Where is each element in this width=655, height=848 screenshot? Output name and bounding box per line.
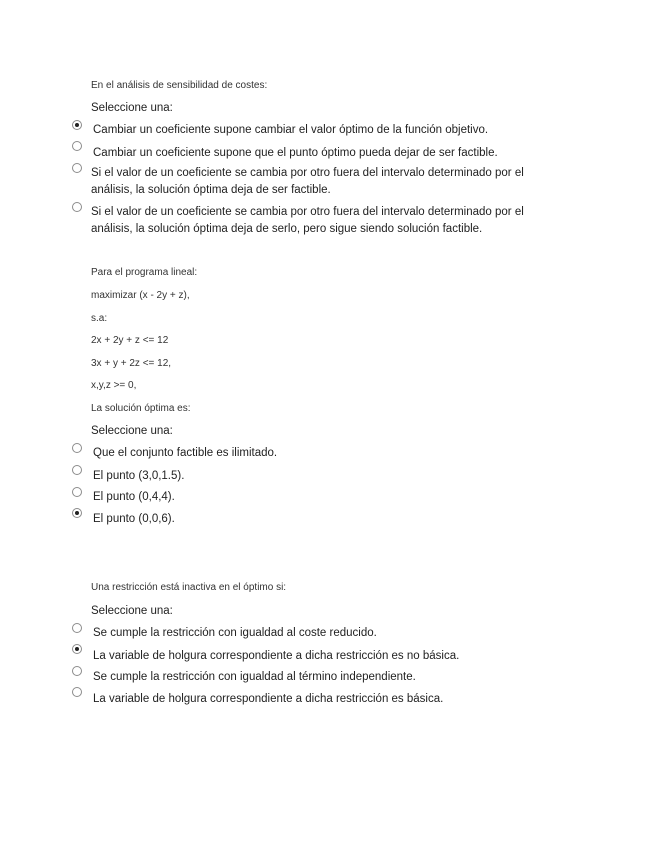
question-1-option-2-radio[interactable]: [72, 141, 82, 151]
question-1-prompt: Seleccione una:: [91, 102, 173, 114]
question-1-option-3-radio[interactable]: [72, 163, 82, 173]
question-1-option-1-label[interactable]: Cambiar un coeficiente supone cambiar el valor óptimo de la función objetivo.: [93, 124, 489, 136]
question-2-option-1-label[interactable]: Que el conjunto factible es ilimitado.: [93, 447, 278, 459]
question-2-option-4-radio[interactable]: [72, 508, 82, 518]
question-3-option-2-label[interactable]: La variable de holgura correspondiente a dicha restricción es no básica.: [93, 650, 460, 662]
question-3-prompt: Seleccione una:: [91, 605, 173, 617]
question-3-title: Una restricción está inactiva en el óptimo si:: [91, 582, 287, 593]
question-1-option-1-radio[interactable]: [72, 120, 82, 130]
question-2-statement-line: 3x + y + 2z <= 12,: [91, 358, 172, 369]
question-2-title: Para el programa lineal:: [91, 267, 198, 278]
question-2-option-4-label[interactable]: El punto (0,0,6).: [93, 513, 175, 525]
question-2-option-3-label[interactable]: El punto (0,4,4).: [93, 491, 175, 503]
question-2-option-3-radio[interactable]: [72, 487, 82, 497]
question-2-prompt: Seleccione una:: [91, 425, 173, 437]
question-3-option-4-radio[interactable]: [72, 687, 82, 697]
question-2-statement-line: La solución óptima es:: [91, 403, 191, 414]
question-1-option-2-label[interactable]: Cambiar un coeficiente supone que el punto óptimo pueda dejar de ser factible.: [93, 147, 498, 159]
question-2-statement-line: maximizar (x - 2y + z),: [91, 290, 190, 301]
question-1-option-4-label[interactable]: Si el valor de un coeficiente se cambia por otro fuera del intervalo determinado por el análisis, la solución óptima deja de serlo, pero sigue siendo solución factible.: [91, 206, 524, 235]
question-1-option-4-radio[interactable]: [72, 202, 82, 212]
question-2-option-2-label[interactable]: El punto (3,0,1.5).: [93, 470, 185, 482]
question-2-statement-line: 2x + 2y + z <= 12: [91, 335, 169, 346]
question-3-option-1-radio[interactable]: [72, 623, 82, 633]
question-3-option-3-radio[interactable]: [72, 666, 82, 676]
question-2-statement-line: x,y,z >= 0,: [91, 380, 137, 391]
question-2-statement-line: s.a:: [91, 313, 108, 324]
question-3-option-2-radio[interactable]: [72, 644, 82, 654]
question-2-option-1-radio[interactable]: [72, 443, 82, 453]
question-3-option-1-label[interactable]: Se cumple la restricción con igualdad al coste reducido.: [93, 627, 377, 639]
question-1-option-3-label[interactable]: Si el valor de un coeficiente se cambia por otro fuera del intervalo determinado por el análisis, la solución óptima deja de ser factible.: [91, 167, 524, 196]
question-3-option-3-label[interactable]: Se cumple la restricción con igualdad al término independiente.: [93, 671, 416, 683]
question-2-option-2-radio[interactable]: [72, 465, 82, 475]
question-3-option-4-label[interactable]: La variable de holgura correspondiente a dicha restricción es básica.: [93, 693, 444, 705]
question-1-title: En el análisis de sensibilidad de costes:: [91, 80, 268, 91]
